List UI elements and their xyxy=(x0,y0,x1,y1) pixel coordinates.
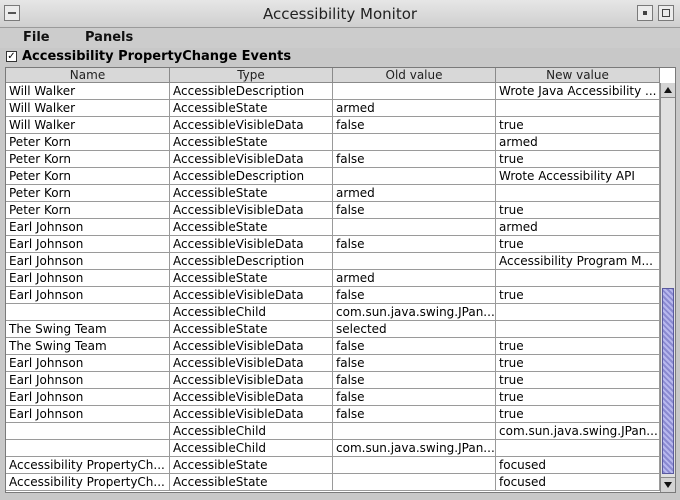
cell-type: AccessibleVisibleData xyxy=(170,287,333,304)
cell-new-value: armed xyxy=(496,134,660,151)
cell-type: AccessibleState xyxy=(170,321,333,338)
cell-old-value: selected xyxy=(333,321,496,338)
cell-name: Earl Johnson xyxy=(6,219,170,236)
event-toggle-row xyxy=(0,48,680,66)
menu-panels[interactable]: Panels xyxy=(85,30,134,45)
cell-new-value: true xyxy=(496,372,660,389)
table-row[interactable] xyxy=(6,474,660,491)
cell-name: Will Walker xyxy=(6,117,170,134)
cell-new-value: Wrote Java Accessibility ... xyxy=(496,83,660,100)
table-row[interactable] xyxy=(6,270,660,287)
table-row[interactable] xyxy=(6,321,660,338)
cell-old-value xyxy=(333,168,496,185)
menu-bar xyxy=(0,28,680,48)
cell-name: Earl Johnson xyxy=(6,406,170,423)
cell-type: AccessibleVisibleData xyxy=(170,151,333,168)
cell-type: AccessibleChild xyxy=(170,440,333,457)
cell-new-value: true xyxy=(496,389,660,406)
cell-old-value: armed xyxy=(333,100,496,117)
cell-old-value: false xyxy=(333,151,496,168)
cell-type: AccessibleState xyxy=(170,100,333,117)
cell-new-value: true xyxy=(496,202,660,219)
cell-type: AccessibleVisibleData xyxy=(170,338,333,355)
cell-new-value xyxy=(496,270,660,287)
cell-name: The Swing Team xyxy=(6,321,170,338)
table-row[interactable] xyxy=(6,406,660,423)
cell-new-value: true xyxy=(496,117,660,134)
cell-new-value xyxy=(496,100,660,117)
table-row[interactable] xyxy=(6,457,660,474)
cell-new-value xyxy=(496,440,660,457)
cell-type: AccessibleDescription xyxy=(170,253,333,270)
event-toggle-label[interactable]: Accessibility PropertyChange Events xyxy=(22,49,292,64)
arrow-down-icon[interactable] xyxy=(661,477,675,492)
column-header-type[interactable]: Type xyxy=(170,68,333,83)
cell-old-value: com.sun.java.swing.JPan... xyxy=(333,304,496,321)
cell-name: Earl Johnson xyxy=(6,287,170,304)
menu-file[interactable]: File xyxy=(23,30,50,45)
cell-new-value: focused xyxy=(496,474,660,491)
cell-type: AccessibleVisibleData xyxy=(170,202,333,219)
cell-type: AccessibleState xyxy=(170,134,333,151)
cell-name xyxy=(6,440,170,457)
cell-old-value xyxy=(333,457,496,474)
cell-name: Accessibility PropertyCh... xyxy=(6,457,170,474)
cell-name: Earl Johnson xyxy=(6,389,170,406)
column-header-new-value[interactable]: New value xyxy=(496,68,660,83)
cell-type: AccessibleState xyxy=(170,219,333,236)
cell-old-value: false xyxy=(333,236,496,253)
cell-name: Accessibility PropertyCh... xyxy=(6,474,170,491)
cell-new-value: true xyxy=(496,355,660,372)
cell-new-value: true xyxy=(496,406,660,423)
cell-name: Will Walker xyxy=(6,83,170,100)
table-row[interactable] xyxy=(6,168,660,185)
cell-name: Will Walker xyxy=(6,100,170,117)
cell-old-value xyxy=(333,253,496,270)
cell-new-value xyxy=(496,304,660,321)
cell-new-value: Wrote Accessibility API xyxy=(496,168,660,185)
cell-new-value: true xyxy=(496,287,660,304)
window-title: Accessibility Monitor xyxy=(262,5,418,23)
cell-old-value xyxy=(333,219,496,236)
table-row[interactable] xyxy=(6,134,660,151)
table-row[interactable] xyxy=(6,287,660,304)
column-header-name[interactable]: Name xyxy=(6,68,170,83)
table-row[interactable] xyxy=(6,389,660,406)
cell-new-value xyxy=(496,321,660,338)
cell-new-value xyxy=(496,185,660,202)
vertical-scrollbar[interactable] xyxy=(660,83,675,492)
cell-type: AccessibleChild xyxy=(170,304,333,321)
cell-old-value: false xyxy=(333,355,496,372)
cell-name: Earl Johnson xyxy=(6,355,170,372)
cell-name: Earl Johnson xyxy=(6,270,170,287)
table-row[interactable] xyxy=(6,117,660,134)
cell-old-value xyxy=(333,83,496,100)
cell-type: AccessibleVisibleData xyxy=(170,389,333,406)
table-row[interactable] xyxy=(6,100,660,117)
table-row[interactable] xyxy=(6,440,660,457)
cell-name: Peter Korn xyxy=(6,134,170,151)
cell-new-value: true xyxy=(496,338,660,355)
table-row[interactable] xyxy=(6,372,660,389)
cell-old-value: com.sun.java.swing.JPan... xyxy=(333,440,496,457)
cell-name: Earl Johnson xyxy=(6,372,170,389)
cell-type: AccessibleState xyxy=(170,474,333,491)
cell-old-value: false xyxy=(333,406,496,423)
cell-new-value: true xyxy=(496,236,660,253)
events-table xyxy=(5,67,676,493)
cell-name: Earl Johnson xyxy=(6,253,170,270)
cell-old-value xyxy=(333,423,496,440)
cell-name: The Swing Team xyxy=(6,338,170,355)
cell-type: AccessibleState xyxy=(170,457,333,474)
cell-new-value: armed xyxy=(496,219,660,236)
table-row[interactable] xyxy=(6,253,660,270)
cell-type: AccessibleDescription xyxy=(170,83,333,100)
column-header-old-value[interactable]: Old value xyxy=(333,68,496,83)
cell-type: AccessibleDescription xyxy=(170,168,333,185)
table-row[interactable] xyxy=(6,355,660,372)
table-row[interactable] xyxy=(6,338,660,355)
cell-name: Peter Korn xyxy=(6,168,170,185)
cell-type: AccessibleState xyxy=(170,270,333,287)
cell-new-value: true xyxy=(496,151,660,168)
table-row[interactable] xyxy=(6,219,660,236)
table-header xyxy=(6,68,660,83)
table-row[interactable] xyxy=(6,304,660,321)
cell-old-value: false xyxy=(333,338,496,355)
cell-old-value: false xyxy=(333,287,496,304)
table-row[interactable] xyxy=(6,202,660,219)
table-row[interactable] xyxy=(6,236,660,253)
cell-name xyxy=(6,423,170,440)
cell-type: AccessibleState xyxy=(170,185,333,202)
cell-old-value: armed xyxy=(333,185,496,202)
event-toggle-checkbox[interactable]: ✓ xyxy=(7,51,16,62)
minimize-icon[interactable] xyxy=(637,5,653,21)
cell-new-value: Accessibility Program M... xyxy=(496,253,660,270)
scrollbar-thumb[interactable] xyxy=(662,288,674,474)
title-bar xyxy=(0,0,680,28)
cell-name: Peter Korn xyxy=(6,151,170,168)
table-row[interactable] xyxy=(6,83,660,100)
cell-type: AccessibleVisibleData xyxy=(170,355,333,372)
table-row[interactable] xyxy=(6,185,660,202)
cell-name: Peter Korn xyxy=(6,185,170,202)
cell-old-value: false xyxy=(333,202,496,219)
cell-type: AccessibleVisibleData xyxy=(170,372,333,389)
maximize-icon[interactable] xyxy=(658,5,674,21)
cell-new-value: focused xyxy=(496,457,660,474)
cell-type: AccessibleVisibleData xyxy=(170,236,333,253)
table-row[interactable] xyxy=(6,423,660,440)
cell-old-value xyxy=(333,474,496,491)
cell-old-value: false xyxy=(333,117,496,134)
cell-type: AccessibleChild xyxy=(170,423,333,440)
cell-name xyxy=(6,304,170,321)
cell-type: AccessibleVisibleData xyxy=(170,406,333,423)
cell-old-value: false xyxy=(333,389,496,406)
cell-name: Peter Korn xyxy=(6,202,170,219)
table-row[interactable] xyxy=(6,151,660,168)
cell-old-value: armed xyxy=(333,270,496,287)
cell-old-value xyxy=(333,134,496,151)
cell-old-value: false xyxy=(333,372,496,389)
cell-name: Earl Johnson xyxy=(6,236,170,253)
arrow-up-icon[interactable] xyxy=(661,83,675,98)
cell-new-value: com.sun.java.swing.JPan... xyxy=(496,423,660,440)
cell-type: AccessibleVisibleData xyxy=(170,117,333,134)
